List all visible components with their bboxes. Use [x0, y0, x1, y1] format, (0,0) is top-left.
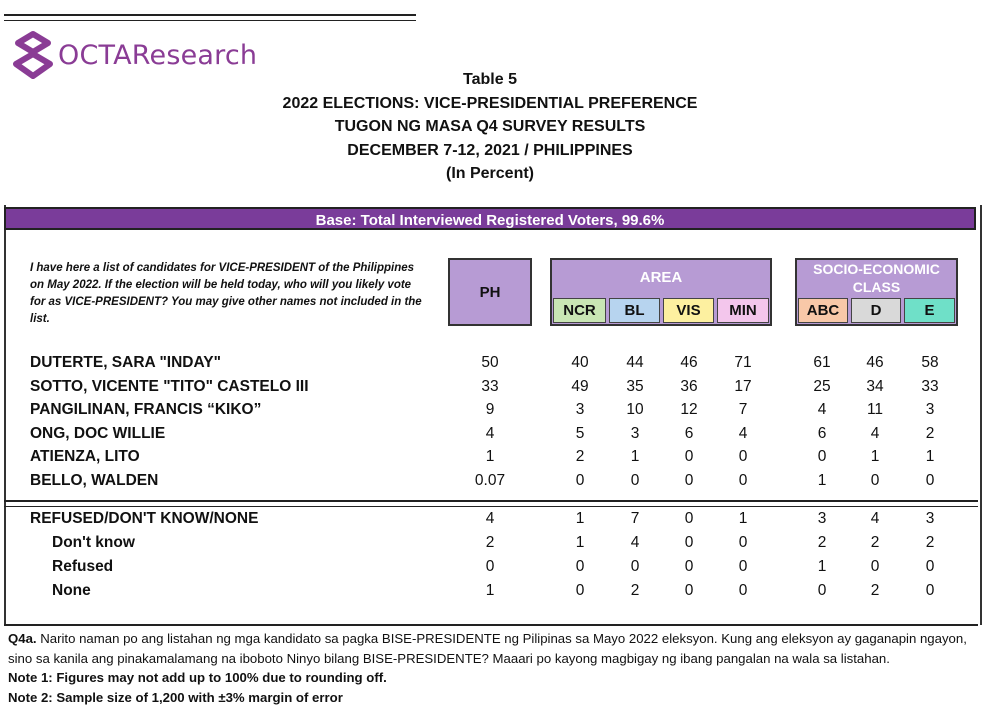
header-area-label: AREA: [552, 260, 770, 296]
row-value: 3: [610, 425, 660, 443]
row-value: 0: [905, 582, 955, 600]
row-value: 0: [664, 510, 714, 528]
table-row: [0, 401, 1000, 424]
row-value: 4: [610, 534, 660, 552]
row-value: 0: [664, 534, 714, 552]
row-value: 2: [465, 534, 515, 552]
row-label: Refused: [52, 558, 113, 576]
row-value: 4: [850, 510, 900, 528]
row-value: 1: [465, 582, 515, 600]
header-ncr: NCR: [553, 298, 606, 323]
row-label: None: [52, 582, 91, 600]
bottom-rule: [4, 624, 978, 626]
top-rule: [4, 14, 416, 21]
table-row: [0, 472, 1000, 495]
row-value: 3: [905, 510, 955, 528]
table-row: [0, 582, 1000, 605]
note-2: Note 2: Sample size of 1,200 with ±3% margin of error: [8, 688, 993, 707]
row-label: REFUSED/DON'T KNOW/NONE: [30, 510, 258, 528]
logo-text: OCTAResearch: [58, 40, 257, 71]
row-value: 0: [555, 558, 605, 576]
row-value: 11: [850, 401, 900, 419]
header-bl: BL: [609, 298, 660, 323]
row-value: 0: [850, 558, 900, 576]
row-value: 0: [664, 582, 714, 600]
row-value: 5: [555, 425, 605, 443]
row-value: 35: [610, 378, 660, 396]
row-value: 0: [905, 558, 955, 576]
table-row: [0, 558, 1000, 581]
header-abc: ABC: [798, 298, 848, 323]
row-value: 33: [465, 378, 515, 396]
row-value: 12: [664, 401, 714, 419]
header-min: MIN: [717, 298, 769, 323]
table-titles: [240, 68, 740, 186]
row-value: 0: [718, 448, 768, 466]
table-row: [0, 534, 1000, 557]
row-value: 0: [610, 558, 660, 576]
row-label: BELLO, WALDEN: [30, 472, 158, 490]
table-row: [0, 510, 1000, 533]
row-label: Don't know: [52, 534, 135, 552]
row-value: 0: [718, 558, 768, 576]
header-ph: PH: [448, 258, 532, 326]
row-value: 2: [905, 425, 955, 443]
row-value: 36: [664, 378, 714, 396]
row-value: 1: [797, 558, 847, 576]
note-1: Note 1: Figures may not add up to 100% due to rounding off.: [8, 668, 993, 688]
octa-logo: [10, 28, 257, 82]
row-value: 0.07: [465, 472, 515, 490]
row-value: 2: [905, 534, 955, 552]
q4a-text: Narito naman po ang listahan ng mga kandidato sa pagka BISE-PRESIDENTE ng Pilipinas sa Mayo 2022 eleksyon. Kung ang eleksyon ay gaganapin ngayon, sino sa kanila ang pinakamalamang na iboboto Ninyo bilang BISE-PRESIDENTE? Maaari po kayong magbigay ng ibang pangalan na wala sa listahan.: [8, 631, 967, 666]
header-d: D: [851, 298, 901, 323]
row-value: 44: [610, 354, 660, 372]
row-value: 3: [555, 401, 605, 419]
row-value: 0: [797, 582, 847, 600]
row-value: 1: [905, 448, 955, 466]
row-value: 61: [797, 354, 847, 372]
row-value: 4: [797, 401, 847, 419]
row-value: 2: [797, 534, 847, 552]
row-label: ONG, DOC WILLIE: [30, 425, 165, 443]
table-row: [0, 425, 1000, 448]
row-value: 34: [850, 378, 900, 396]
row-value: 0: [664, 472, 714, 490]
section-separator: [4, 500, 978, 507]
row-label: SOTTO, VICENTE "TITO" CASTELO III: [30, 378, 309, 396]
header-se-label: SOCIO-ECONOMIC CLASS: [797, 260, 956, 296]
row-value: 0: [718, 472, 768, 490]
row-value: 0: [718, 534, 768, 552]
row-value: 1: [555, 510, 605, 528]
q4a-translation: [8, 629, 993, 668]
row-value: 0: [718, 582, 768, 600]
row-value: 2: [850, 534, 900, 552]
row-value: 1: [555, 534, 605, 552]
row-value: 25: [797, 378, 847, 396]
row-value: 1: [465, 448, 515, 466]
row-value: 2: [610, 582, 660, 600]
row-value: 3: [797, 510, 847, 528]
row-value: 1: [610, 448, 660, 466]
table-row: [0, 448, 1000, 471]
row-value: 2: [555, 448, 605, 466]
row-value: 3: [905, 401, 955, 419]
title-survey: TUGON NG MASA Q4 SURVEY RESULTS: [240, 115, 740, 139]
row-value: 6: [797, 425, 847, 443]
row-value: 0: [850, 472, 900, 490]
q4a-label: Q4a.: [8, 631, 37, 646]
row-value: 0: [664, 558, 714, 576]
table-row: [0, 354, 1000, 377]
row-label: PANGILINAN, FRANCIS “KIKO”: [30, 401, 261, 419]
row-value: 4: [850, 425, 900, 443]
row-value: 49: [555, 378, 605, 396]
octa-logo-icon: [10, 30, 56, 80]
row-value: 58: [905, 354, 955, 372]
row-value: 9: [465, 401, 515, 419]
row-label: ATIENZA, LITO: [30, 448, 140, 466]
row-value: 2: [850, 582, 900, 600]
header-vis: VIS: [663, 298, 714, 323]
title-date: DECEMBER 7-12, 2021 / PHILIPPINES: [240, 139, 740, 163]
row-value: 17: [718, 378, 768, 396]
row-value: 0: [465, 558, 515, 576]
row-value: 71: [718, 354, 768, 372]
row-value: 4: [718, 425, 768, 443]
row-value: 0: [555, 582, 605, 600]
row-value: 33: [905, 378, 955, 396]
row-value: 1: [718, 510, 768, 528]
row-value: 7: [610, 510, 660, 528]
title-table-number: Table 5: [240, 68, 740, 92]
table-row: [0, 378, 1000, 401]
header-e: E: [904, 298, 955, 323]
row-value: 10: [610, 401, 660, 419]
title-unit: (In Percent): [240, 162, 740, 186]
row-label: DUTERTE, SARA "INDAY": [30, 354, 221, 372]
row-value: 40: [555, 354, 605, 372]
row-value: 46: [664, 354, 714, 372]
base-banner: Base: Total Interviewed Registered Voters, 99.6%: [4, 207, 976, 230]
row-value: 46: [850, 354, 900, 372]
row-value: 0: [664, 448, 714, 466]
row-value: 6: [664, 425, 714, 443]
footnotes: [8, 629, 993, 707]
row-value: 4: [465, 425, 515, 443]
title-main: 2022 ELECTIONS: VICE-PRESIDENTIAL PREFERENCE: [240, 92, 740, 116]
row-value: 0: [555, 472, 605, 490]
row-value: 50: [465, 354, 515, 372]
row-value: 0: [610, 472, 660, 490]
row-value: 4: [465, 510, 515, 528]
row-value: 1: [850, 448, 900, 466]
row-value: 0: [905, 472, 955, 490]
row-value: 7: [718, 401, 768, 419]
row-value: 0: [797, 448, 847, 466]
row-value: 1: [797, 472, 847, 490]
question-text: I have here a list of candidates for VICE-PRESIDENT of the Philippines on May 2022. If the election will be held today, who will you likely vote for as VICE-PRESIDENT? You may give other names not included in the list.: [30, 260, 425, 328]
